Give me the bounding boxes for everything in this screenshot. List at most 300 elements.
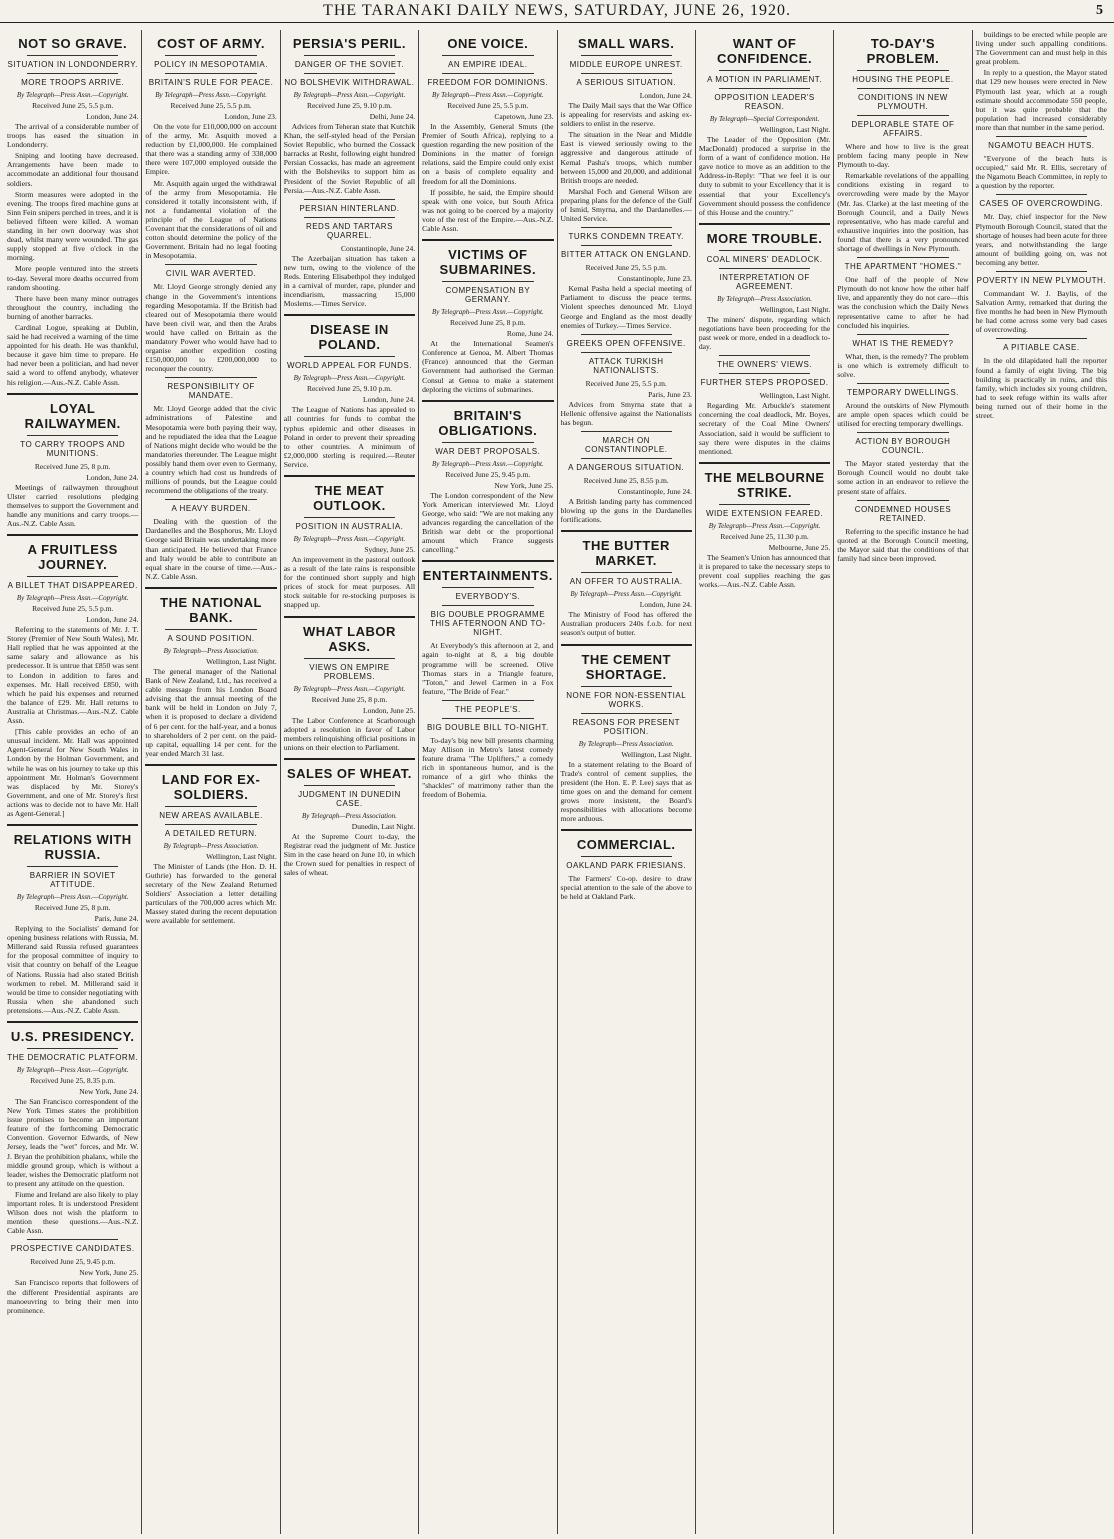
subheadline: BIG DOUBLE BILL TO-NIGHT.: [426, 722, 549, 732]
headline: VICTIMS OF SUBMARINES.: [439, 247, 537, 278]
dateline: Constantinople, June 23.: [617, 274, 692, 284]
article: [145, 499, 276, 581]
dateline: Sydney, June 25.: [364, 544, 416, 554]
divider: [581, 572, 672, 573]
article: [7, 36, 138, 387]
headline: THE CEMENT SHORTAGE.: [581, 651, 671, 682]
article: [422, 700, 553, 800]
wire-credit: By Telegraph—Press Assn.—Copyright.: [16, 91, 129, 99]
subheadline: THE PEOPLE'S.: [454, 704, 521, 714]
divider: [719, 373, 810, 374]
subheadline: NONE FOR NON-ESSENTIAL WORKS.: [566, 690, 687, 709]
headline: SMALL WARS.: [578, 36, 675, 51]
received-time: Received June 25, 8 p.m.: [34, 903, 111, 913]
body-paragraph: In a statement relating to the Board of Trade's control of cement supplies, the president (the Hon. E. P. Lee) says that as time goes on and the demand for cement grows more insistent, the Board's responsibilities with allocations become more arduous.: [560, 759, 692, 824]
divider: [165, 264, 256, 265]
divider: [145, 587, 276, 589]
divider: [561, 829, 692, 831]
divider: [422, 239, 553, 241]
dateline: London, June 24.: [363, 395, 416, 405]
headline: BRITAIN'S OBLIGATIONS.: [438, 407, 538, 438]
body-paragraph: The arrival of a considerable number of troops has eased the situation in Londonderry.: [7, 122, 139, 150]
article: [561, 644, 692, 824]
dateline: Constantinople, June 24.: [340, 243, 416, 253]
subheadline: GREEKS OPEN OFFENSIVE.: [566, 338, 686, 348]
body-paragraph: The Daily Mail says that the War Office is appealing for reservists and asking ex-soldiers to enlist in the reserve.: [560, 101, 692, 129]
article: [284, 616, 415, 752]
divider: [7, 393, 138, 395]
received-time: Received June 25, 8 p.m.: [34, 461, 111, 471]
headline: THE BUTTER MARKET.: [582, 538, 670, 569]
divider: [996, 136, 1087, 137]
divider: [27, 866, 118, 867]
divider: [7, 824, 138, 826]
body-paragraph: In the Assembly, General Smuts (the Premier of South Africa), replying to a question regarding the new position of the Dominions in the matter of foreign relations, said the Empire could only exist on a basis of complete equality and freedom for all the Dominions.: [422, 122, 554, 186]
subheadline: NEW AREAS AVAILABLE.: [159, 810, 263, 820]
subheadline: CASES OF OVERCROWDING.: [979, 199, 1104, 209]
body-paragraph: To-day's big new bill presents charming May Allison in Metro's latest comedy feature drama "The Uplifters," a comedy rich in spontaneous humor, and is the romance of a girl who thinks the "shackles" of matrimony rather than the freedom of Bohemia.: [422, 735, 554, 800]
divider: [581, 713, 672, 714]
article: [7, 534, 138, 818]
divider: [857, 334, 948, 335]
divider: [581, 55, 672, 56]
dateline: Delhi, June 24.: [369, 112, 416, 121]
article: [561, 829, 692, 901]
subheadline: A SERIOUS SITUATION.: [576, 78, 677, 87]
body-paragraph: Mr. Day, chief inspector for the New Plymouth Borough Council, stated that the shortage of houses had been acute for three years, and notwithstanding the large amount of building going on, was not becoming any better.: [975, 212, 1107, 267]
headline: LOYAL RAILWAYMEN.: [24, 400, 121, 431]
wire-credit: By Telegraph—Press Assn.—Copyright.: [16, 1066, 129, 1074]
subheadline: CONDITIONS IN NEW PLYMOUTH.: [858, 93, 948, 111]
body-paragraph: Dealing with the question of the Dardanelles and the Bosphorus, Mr. Lloyd George said Britain was undertaking more than anticipated. He believed that France and Italy would be able to contribute an equal share in the course of time.—Aus.-N.Z. Cable Assn.: [145, 517, 277, 581]
headline: LAND FOR EX-SOLDIERS.: [161, 771, 261, 802]
headline: U.S. PRESIDENCY.: [10, 1029, 135, 1044]
wire-credit: By Telegraph—Press Assn.—Copyright.: [570, 590, 683, 599]
column-1: [4, 30, 142, 1534]
wire-credit: By Telegraph—Press Association.: [163, 841, 259, 850]
body-paragraph: The general manager of the National Bank of New Zealand, Ltd., has received a cable message from his London Board advising that the annual meeting of the bank will be held in London on July 7, when it is proposed to declare a dividend of 6 per cent. for the half-year, and a bonus to shareholders of 2 per cent. on the paid-up capital, equalling 14 per cent. for the year ended March 31 last.: [145, 666, 277, 758]
body-paragraph: Advices from Smyrna state that a Hellenic offensive against the Nationalists has begun.: [560, 399, 692, 427]
dateline: Wellington, Last Night.: [759, 125, 831, 134]
divider: [857, 257, 948, 258]
article: [145, 587, 276, 758]
body-paragraph: The situation in the Near and Middle East is viewed seriously owing to the aggressive and dangerous attitude of Kemal Pasha's troops, which number between 15,000 and 20,000, and additional British troops are needed.: [560, 130, 692, 185]
headline: ONE VOICE.: [447, 36, 529, 51]
divider: [699, 223, 830, 225]
body-paragraph: Cardinal Logue, speaking at Dublin, said he had received a warning of the time appointed for his death. He was thankful, because it gave him time to prepare. He had never been a politician, and had never said a word to offend anybody, whatever his religion.—Aus.-N.Z. Cable Assn.: [7, 322, 139, 387]
subheadline: HOUSING THE PEOPLE.: [852, 75, 954, 84]
body-paragraph: The League of Nations has appealed to all countries for funds to combat the typhus epidemic and other diseases in Poland in order to prevent their spreading to other countries. A minimum of £2,000,000 sterling is required.—Reuter Service.: [283, 405, 416, 469]
divider: [442, 605, 533, 606]
dateline: Dunedin, Last Night.: [351, 821, 416, 831]
body-paragraph: A British landing party has commenced blowing up the guns in the Dardanelles fortifications.: [560, 496, 692, 525]
body-paragraph: At Everybody's this afternoon at 2, and again to-night at 8, a big double programme will be screened. Olive Thomas stars in a Triangle feature, "Toton," and Jewel Carmen in a Fox feature, "The Bride of Fear.": [422, 641, 554, 696]
wire-credit: By Telegraph—Press Assn.—Copyright.: [16, 594, 129, 603]
body-paragraph: Replying to the Socialists' demand for opening business relations with Russia, M. Millerand said Russia refused guarantees for the proposal committee of inquiry to visit that country on behalf of the League of Nations. Russia had also stated British workmen to rebel. M. Millerand said it would be time to consider negotiating with Russia when she abandoned such pretensions.—Aus.-N.Z. Cable Assn.: [7, 924, 139, 1015]
body-paragraph: The Minister of Lands (the Hon. D. H. Guthrie) has forwarded to the general secretary of the New Zealand Returned Soldiers' Association a letter detailing particulars of the 700,000 acres which Mr. Massey stated during the recent deputation were available for settlement.: [145, 861, 277, 926]
article: [145, 764, 276, 926]
body-paragraph: On the vote for £10,000,000 on account of the army, Mr. Asquith moved a reduction by £1,000,000. He complained that there was a standing army of 338,000 there were 107,000 employed outside the Empire.: [145, 122, 277, 177]
subheadline: MORE TROOPS ARRIVE.: [21, 78, 125, 87]
divider: [442, 587, 533, 588]
divider: [165, 824, 256, 825]
divider: [165, 499, 256, 500]
article: [699, 36, 830, 217]
body-paragraph: The Azerbaijan situation has taken a new turn, owing to the violence of the Reds. Entering Elisabethpol they indulged in a carnival of murder, rape, plunder and incendiarism, massacring 15,000 Moslems.—Times Service.: [283, 253, 416, 309]
subheadline: VIEWS ON EMPIRE PROBLEMS.: [309, 662, 390, 681]
received-time: Received June 25, 9.10 p.m.: [306, 101, 392, 110]
subheadline: CONDEMNED HOUSES RETAINED.: [854, 504, 952, 523]
subheadline: WHAT IS THE REMEDY?: [852, 338, 954, 348]
subheadline: COMPENSATION BY GERMANY.: [445, 286, 531, 305]
divider: [561, 644, 692, 646]
subheadline: A DANGEROUS SITUATION.: [568, 462, 685, 472]
wire-credit: By Telegraph—Press Assn.—Copyright.: [16, 893, 129, 902]
divider: [857, 115, 948, 116]
subheadline: COAL MINERS' DEADLOCK.: [706, 254, 823, 264]
body-paragraph: The Mayor stated yesterday that the Borough Council would no doubt take some action in an endeavor to relieve the present state of affairs.: [837, 459, 969, 496]
divider: [422, 560, 553, 562]
column-6: [696, 30, 834, 1534]
divider: [165, 377, 256, 378]
divider: [27, 576, 118, 577]
article: [976, 338, 1107, 420]
column-7: [834, 30, 972, 1534]
divider: [719, 504, 810, 505]
received-time: Received June 25, 8 p.m.: [450, 318, 526, 328]
divider: [304, 217, 395, 218]
divider: [857, 383, 948, 384]
body-paragraph: Referring to the specific instance he had quoted at the Borough Council meeting, the Mayor said that the conditions of that family had since been improved.: [837, 526, 969, 563]
body-paragraph: The Ministry of Food has offered the Australian producers 240s f.o.b. for next season's output of butter.: [560, 610, 692, 638]
subheadline: FREEDOM FOR DOMINIONS.: [427, 78, 549, 87]
divider: [304, 73, 395, 74]
body-paragraph: buildings to be erected while people are living under such appalling conditions. The Government can and must help in this great problem.: [975, 30, 1107, 67]
article: [284, 36, 415, 195]
article: [837, 500, 968, 563]
article: [561, 227, 692, 329]
article: [561, 431, 692, 524]
body-paragraph: Advices from Teheran state that Kutchik Khan, the self-styled head of the Persian Soviet Republic, who burned the Cossack barracks at Resht, following eight hundred Persian Cossacks, has made an agreement with the Bolsheviks to support him as President of the Soviet Republic of all Persia.—Aus.-N.Z. Cable Assn.: [283, 122, 416, 195]
column-2: [142, 30, 280, 1534]
body-paragraph: The San Francisco correspondent of the New York Times states the prohibition issue promises to become an important feature of the forthcoming Democratic Convention. Governor Edwards, of New Jersey, leads the "wet" forces, and Mr. W. J. Bryan the prohibition phalanx, while the middle ground group, which is without a leader, wishes the Democratic platform not to present any attitude on the question.: [7, 1097, 139, 1188]
headline: THE NATIONAL BANK.: [160, 594, 262, 625]
subheadline: A PITIABLE CASE.: [1003, 343, 1080, 353]
dateline: Constantinople, June 24.: [617, 486, 692, 496]
subheadline: POLICY IN MESOPOTAMIA.: [154, 60, 268, 69]
received-time: Received June 25, 5.5 p.m.: [447, 101, 529, 110]
subheadline: SITUATION IN LONDONDERRY.: [7, 60, 138, 69]
article: [422, 400, 553, 555]
divider: [165, 629, 256, 630]
body-paragraph: Sniping and looting have decreased. Arrangements have been made to accommodate an additional four thousand soldiers.: [7, 151, 139, 188]
page-number: 5: [1096, 3, 1104, 18]
received-time: Received June 25, 8.35 p.m.: [30, 1076, 116, 1085]
dateline: London, June 24.: [639, 91, 692, 100]
subheadline: REASONS FOR PRESENT POSITION.: [572, 717, 681, 736]
column-4: [419, 30, 557, 1534]
column-8: [973, 30, 1110, 1534]
article: [284, 199, 415, 309]
received-time: Received June 25, 9.45 p.m.: [445, 469, 531, 479]
headline: MORE TROUBLE.: [706, 230, 823, 246]
subheadline: DANGER OF THE SOVIET.: [294, 60, 404, 69]
subheadline: OPPOSITION LEADER'S REASON.: [714, 93, 815, 111]
body-paragraph: The miners' dispute, regarding which negotiations have been proceeding for the past week or more, ended in a deadlock to-day.: [698, 314, 831, 352]
body-paragraph: Meetings of railwaymen throughout Ulster carried resolutions pledging themselves to support the Government and handle any munitions and carry troops.—Aus.-N.Z. Cable Assn.: [7, 482, 139, 528]
subheadline: A DETAILED RETURN.: [164, 828, 258, 838]
divider: [996, 271, 1087, 272]
dateline: Rome, June 24.: [506, 329, 554, 339]
article: [145, 377, 276, 495]
subheadline: INTERPRETATION OF AGREEMENT.: [719, 272, 810, 291]
body-paragraph: The Farmers' Co-op. desire to draw special attention to the sale of the above to be held at Oakland Park.: [560, 874, 692, 902]
headline: TO-DAY'S PROBLEM.: [866, 36, 940, 66]
dateline: London, June 24.: [86, 615, 139, 625]
body-paragraph: An improvement in the pastoral outlook as a result of the late rains is responsible for the continued short supply and high prices of stock for meat purposes. All stock suitable for re-stocking purposes is snapped up.: [283, 554, 416, 610]
body-paragraph: San Francisco reports that followers of the different Presidential aspirants are manoeuvring to bring their men into prominence.: [7, 1278, 139, 1315]
divider: [304, 356, 395, 357]
dateline: New York, June 24.: [79, 1087, 139, 1096]
divider: [581, 245, 672, 246]
article: [976, 271, 1107, 334]
article: [284, 475, 415, 610]
article: [561, 36, 692, 223]
body-paragraph: If possible, he said, the Empire should speak with one voice, but South Africa was not going to be coerced by a majority vote of the rest of the Empire.—Aus.-N.Z. Cable Assn.: [422, 187, 554, 234]
subheadline: ATTACK TURKISH NATIONALISTS.: [588, 356, 664, 375]
divider: [27, 73, 118, 74]
received-time: Received June 25, 5.5 p.m.: [32, 101, 114, 110]
body-paragraph: What, then, is the remedy? The problem is one which is extremely difficult to solve.: [837, 351, 969, 379]
subheadline: BARRIER IN SOVIET ATTITUDE.: [29, 871, 116, 890]
subheadline: BIG DOUBLE PROGRAMME THIS AFTERNOON AND TO-NIGHT.: [430, 610, 546, 638]
subheadline: AN OFFER TO AUSTRALIA.: [569, 577, 683, 587]
article: [422, 560, 553, 696]
body-paragraph: Regarding Mr. Arbuckle's statement concerning the coal deadlock, Mr. Boyes, secretary of the Coal Mine Owners' Association, said it would be sufficient to say there were disputes in the claims mentioned.: [698, 401, 831, 456]
dateline: Wellington, Last Night.: [621, 749, 692, 759]
dateline: Wellington, Last Night.: [206, 851, 277, 861]
divider: [7, 1021, 138, 1023]
subheadline: PROSPECTIVE CANDIDATES.: [10, 1244, 135, 1254]
divider: [719, 88, 810, 89]
subheadline: REDS AND TARTARS QUARREL.: [305, 221, 393, 240]
divider: [304, 785, 395, 786]
subheadline: NO BOLSHEVIK WITHDRAWAL.: [284, 78, 415, 87]
body-paragraph: The Seamen's Union has announced that it is prepared to take the necessary steps to prevent coal supplies reaching the gas works.—Aus.-N.Z. Cable Assn.: [698, 552, 831, 590]
wire-credit: By Telegraph—Press Association.: [578, 739, 674, 748]
body-paragraph: Kemal Pasha held a special meeting of Parliament to discuss the peace terms. Violent speeches denounced Mr. Lloyd George and England as the most deadly enemies of Turkey.—Times Service.: [560, 284, 692, 330]
body-paragraph: Storm measures were adopted in the evening. The troops fired machine guns at Sinn Fein snipers perched in trees, and it is believed fifteen were killed. A woman standing in her own doorway was shot dead, whilst many were wounded. The gas supply stopped at five o'clock in the morning.: [7, 189, 139, 263]
article: [837, 36, 968, 253]
body-paragraph: The London correspondent of the New York American interviewed Mr. Lloyd George, who said: "We are not making any advances regarding the cancellation of the British war debt or the proportional amount which France suggests cancelling.": [422, 490, 554, 555]
received-time: Received June 25, 9.45 p.m.: [30, 1257, 116, 1267]
headline: THE MEAT OUTLOOK.: [313, 482, 386, 513]
dateline: Capetown, June 23.: [494, 112, 554, 121]
columns-container: [4, 30, 1110, 1534]
body-paragraph: "Everyone of the beach huts is occupied," said Mr. R. Ellis, secretary of the Ngamotu Beach Committee, in reply to a question by the reporter.: [975, 154, 1107, 191]
headline: NOT SO GRAVE.: [18, 36, 128, 51]
body-paragraph: Mr. Asquith again urged the withdrawal of the army from Mesopotamia. He considered it totally inconsistent with, if not a fundamental violation of the principle of the League of Nations Covenant that the considerations of oil and cotton should determine the policy of the Government. Britain had no legal footing in Mesopotamia.: [145, 178, 277, 261]
article: [7, 393, 138, 528]
subheadline: THE OWNERS' VIEWS.: [717, 360, 813, 370]
divider: [699, 462, 830, 464]
article: [837, 432, 968, 495]
subheadline: A BILLET THAT DISAPPEARED.: [7, 581, 138, 591]
subheadline: TO CARRY TROOPS AND MUNITIONS.: [20, 439, 126, 458]
subheadline: NGAMOTU BEACH HUTS.: [988, 141, 1095, 151]
subheadline: WAR DEBT PROPOSALS.: [435, 446, 541, 456]
dateline: New York, June 25.: [79, 1268, 139, 1278]
column-3: [281, 30, 419, 1534]
article: [7, 1239, 138, 1314]
dateline: Paris, June 23.: [648, 389, 692, 399]
article: [976, 136, 1107, 190]
body-paragraph: Around the outskirts of New Plymouth are ample open spaces which could be utilised for erecting temporary dwellings.: [837, 400, 969, 429]
divider: [581, 352, 672, 353]
divider: [27, 55, 118, 56]
subheadline: TEMPORARY DWELLINGS.: [846, 387, 959, 397]
article: [284, 314, 415, 469]
masthead: [0, 0, 1114, 23]
body-paragraph: Mr. Lloyd George added that the civic administrations of Palestine and Mesopotamia were both paying their way, and he repudiated the idea that the League of Nations might decide who would be the mandatories thereunder. The League might possibly hand them over even to Germany, a country which had cost us hundreds of millions of pounds, but the League could recommend the obligations of the treaty.: [145, 404, 277, 496]
divider: [145, 764, 276, 766]
wire-credit: By Telegraph—Press Assn.—Copyright.: [431, 91, 544, 99]
divider: [304, 658, 395, 659]
body-paragraph: In the old dilapidated hall the reporter found a family of eight living. The big building is practically in ruins, and this family, which includes six young children, had to seek refuge within its walls after being turned out of their home in the street.: [975, 356, 1107, 420]
divider: [561, 530, 692, 532]
divider: [165, 73, 256, 74]
received-time: Received June 25, 11.30 p.m.: [720, 531, 809, 541]
article: [837, 257, 968, 330]
wire-credit: By Telegraph—Press Association.: [302, 811, 397, 820]
body-paragraph: Remarkable revelations of the appalling conditions existing in regard to overcrowding were made by the Mayor (Mr. Jas. Clarke) at the last meeting of the Borough Council, and a Daily News representative, who has made careful and exhaustive inquiries into the position, has found that there is a very pronounced shortage of dwellings in New Plymouth.: [837, 171, 969, 254]
headline: COST OF ARMY.: [157, 36, 265, 51]
divider: [719, 268, 810, 269]
article: [7, 824, 138, 1015]
subheadline: AN EMPIRE IDEAL.: [448, 60, 528, 69]
headline: THE MELBOURNE STRIKE.: [704, 469, 825, 500]
dateline: Wellington, Last Night.: [759, 391, 831, 401]
column-5: [558, 30, 696, 1534]
article: [145, 36, 276, 260]
article: [422, 239, 553, 394]
body-paragraph: Marshal Foch and General Wilson are preparing plans for the defence of the Gulf of Ismid, Smyrna, and the Dardanelles.—United Service.: [560, 186, 692, 224]
dateline: London, June 24.: [86, 112, 139, 121]
received-time: Received June 25, 9.10 p.m.: [306, 384, 392, 394]
divider: [442, 281, 533, 282]
wire-credit: By Telegraph—Press Assn.—Copyright.: [708, 521, 821, 530]
subheadline: A HEAVY BURDEN.: [171, 504, 251, 514]
divider: [442, 73, 533, 74]
wire-credit: By Telegraph—Press Assn.—Copyright.: [293, 374, 406, 383]
body-paragraph: Referring to the statements of Mr. J. T. Storey (Premier of New South Wales), Mr. Hall replied that he was appointed at the same salary and allowance as his predecessor. It is untrue that £850 was sent to London in addition to fares and expenses. Mr. Hall received £850, with which he paid his expenses and returned the balance of £29. Mr. Hall returns to Australia at Christmas.—Aus.-N.Z. Cable Assn.: [7, 625, 139, 726]
body-paragraph: Mr. Lloyd George strongly denied any change in the Government's intentions regarding Mesopotamia. If the British had cleared out of Mesopotamia there would have been civil war, and then the Arabs would have called on Britain as the mandatory Power who would have had to organise another expedition costing £150,000,000 to £200,000,000 to reconquer the country.: [145, 282, 277, 374]
divider: [284, 758, 415, 760]
wire-credit: By Telegraph—Press Assn.—Copyright.: [155, 91, 267, 99]
dateline: Wellington, Last Night.: [206, 656, 277, 666]
divider: [857, 88, 948, 89]
dateline: New York, June 25.: [494, 480, 554, 490]
wire-credit: By Telegraph—Press Assn.—Copyright.: [293, 91, 406, 99]
subheadline: FURTHER STEPS PROPOSED.: [700, 378, 829, 388]
masthead-title: THE TARANAKI DAILY NEWS, SATURDAY, JUNE 26, 1920.: [323, 2, 791, 19]
headline: PERSIA'S PERIL.: [292, 36, 407, 51]
divider: [7, 534, 138, 536]
subheadline: DEPLORABLE STATE OF AFFAIRS.: [851, 120, 955, 138]
divider: [719, 355, 810, 356]
article: [284, 758, 415, 877]
body-paragraph: In reply to a question, the Mayor stated that 129 new houses were erected in New Plymouth last year, which at a rough estimate should accommodate 550 people, but it was quite probable that the population had increased considerably more than that number in the same period.: [975, 68, 1107, 132]
headline: WHAT LABOR ASKS.: [303, 623, 396, 654]
dateline: Wellington, Last Night.: [759, 304, 831, 314]
divider: [304, 199, 395, 200]
body-paragraph: Commandant W. J. Baylis, of the Salvation Army, remarked that during the five months he had been in New Plymouth he had come across some very bad cases of overcrowding.: [975, 288, 1107, 335]
divider: [27, 435, 118, 436]
divider: [996, 338, 1087, 339]
divider: [27, 1048, 118, 1049]
subheadline: CIVIL WAR AVERTED.: [165, 269, 257, 279]
wire-credit: By Telegraph—Special Correspondent.: [709, 115, 820, 123]
body-paragraph: There have been many minor outrages throughout the country, including the burning of another barracks.: [7, 293, 139, 321]
body-paragraph: The Leader of the Opposition (Mr. MacDonald) produced a surprise in the form of a want of confidence motion. He gave notice to move as an addition to the Address-in-Reply: "That we feel it is our duty to submit to your Excellency that it is essential that your Excellency's Government should possess the confidence of this House and the country.": [698, 135, 831, 217]
dateline: London, June 24.: [639, 600, 692, 610]
article: [145, 264, 276, 373]
article: [976, 30, 1107, 132]
divider: [581, 458, 672, 459]
body-paragraph: Fiume and Ireland are also likely to play important roles. It is understood President Wilson does not wish the platform to mention these questions.—Aus.-N.Z. Cable Assn.: [7, 1189, 139, 1236]
subheadline: A SOUND POSITION.: [167, 633, 255, 643]
divider: [422, 400, 553, 402]
subheadline: TURKS CONDEMN TREATY.: [568, 232, 684, 242]
divider: [581, 73, 672, 74]
article: [7, 1021, 138, 1235]
body-paragraph: At the Supreme Court to-day, the Registrar read the judgment of Mr. Justice Sim in the case heard on June 10, in which the Crown sued for penalties in respect of sales of wheat.: [283, 831, 416, 878]
received-time: Received June 25, 5.5 p.m.: [32, 604, 114, 614]
divider: [719, 250, 810, 251]
subheadline: THE DEMOCRATIC PLATFORM.: [7, 1053, 139, 1062]
divider: [857, 70, 948, 71]
body-paragraph: The Labor Conference at Scarborough adopted a resolution in favor of Labor members relinquishing official positions in unions on their election to Parliament.: [283, 715, 416, 752]
divider: [581, 431, 672, 432]
divider: [304, 55, 395, 56]
article: [699, 223, 830, 351]
wire-credit: By Telegraph—Press Assn.—Copyright.: [293, 534, 406, 543]
divider: [442, 700, 533, 701]
dateline: London, June 23.: [224, 112, 277, 121]
dateline: Paris, June 24.: [94, 914, 139, 924]
dateline: London, June 25.: [363, 705, 416, 715]
divider: [27, 1239, 118, 1240]
article: [561, 530, 692, 637]
subheadline: PERSIAN HINTERLAND.: [299, 203, 400, 213]
subheadline: A MOTION IN PARLIAMENT.: [707, 75, 823, 84]
subheadline: WORLD APPEAL FOR FUNDS.: [286, 361, 412, 371]
headline: WANT OF CONFIDENCE.: [717, 36, 813, 66]
subheadline: WIDE EXTENSION FEARED.: [705, 508, 824, 518]
article: [837, 334, 968, 379]
subheadline: JUDGMENT IN DUNEDIN CASE.: [298, 789, 401, 808]
divider: [857, 500, 948, 501]
divider: [284, 475, 415, 477]
received-time: Received June 25, 8.55 p.m.: [583, 475, 669, 485]
divider: [442, 55, 533, 56]
headline: COMMERCIAL.: [576, 837, 676, 853]
divider: [442, 442, 533, 443]
dateline: Melbourne, June 25.: [768, 542, 831, 552]
subheadline: BRITAIN'S RULE FOR PEACE.: [148, 78, 274, 87]
divider: [304, 517, 395, 518]
body-paragraph: More people ventured into the streets to-day. Several more deaths occurred from random shooting.: [7, 264, 139, 292]
